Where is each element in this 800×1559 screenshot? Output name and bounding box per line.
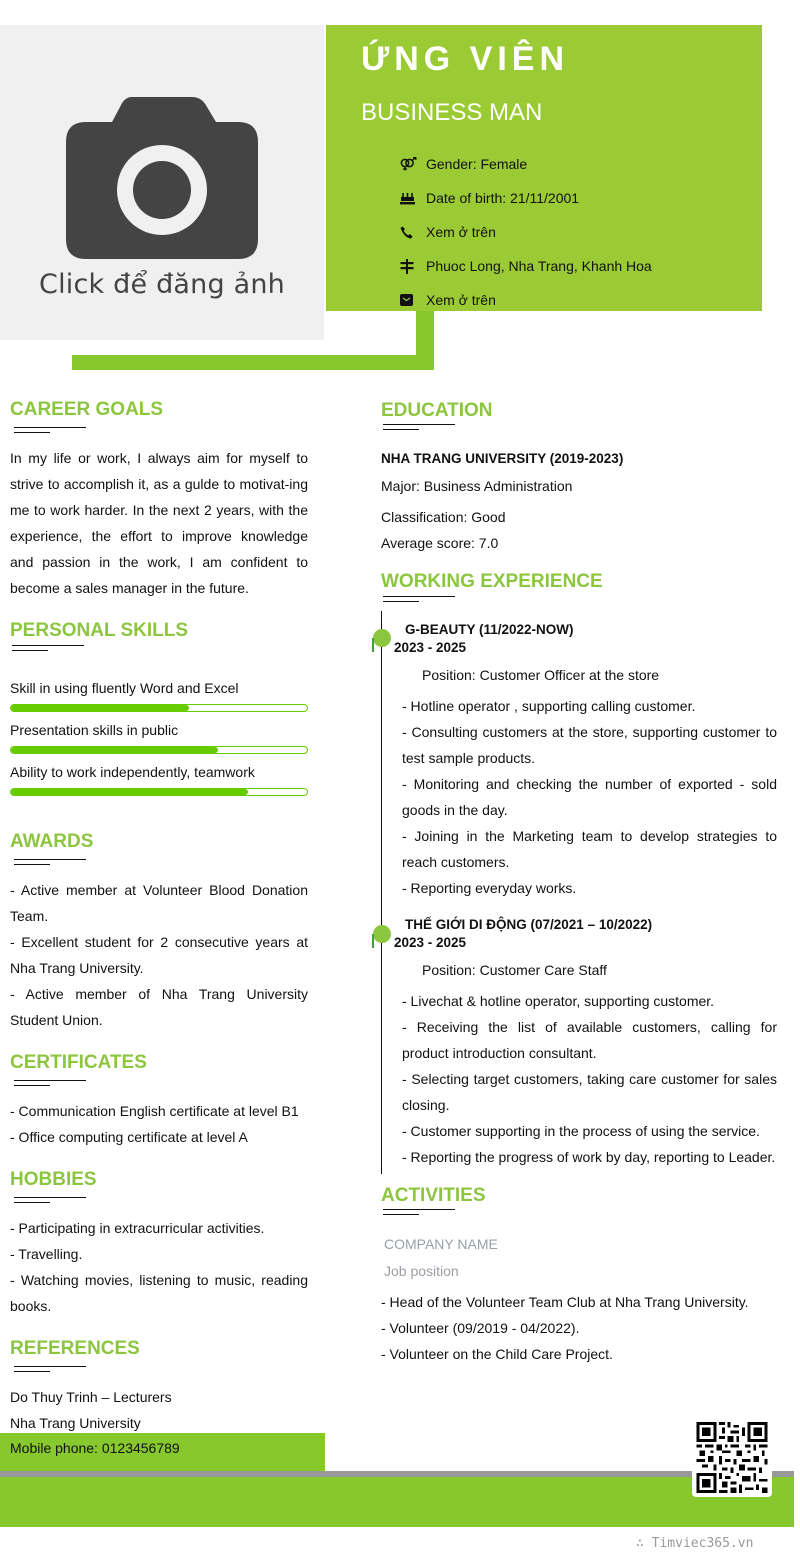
contact-dob[interactable]: Date of birth: 21/11/2001 xyxy=(400,181,652,215)
header-panel xyxy=(326,25,762,311)
activity-company-placeholder[interactable]: COMPANY NAME xyxy=(384,1236,498,1252)
activities-list[interactable] xyxy=(381,1289,781,1367)
phone-icon xyxy=(400,226,426,239)
award-item: - Excellent student for 2 consecutive years at Nha Trang University. xyxy=(10,934,308,976)
certificates-list[interactable] xyxy=(10,1098,308,1150)
certificate-item: - Communication English certificate at level B1 xyxy=(10,1103,299,1119)
hobby-item: - Travelling. xyxy=(10,1246,83,1262)
timeline-dot xyxy=(373,925,391,943)
section-underline xyxy=(14,427,86,433)
education-classification[interactable]: Classification: Good xyxy=(381,509,506,525)
award-item: - Active member of Nha Trang University Student Union. xyxy=(10,986,308,1028)
timeline-dot xyxy=(373,629,391,647)
job-duties[interactable] xyxy=(402,988,777,1170)
duty-item: - Reporting the progress of work by day, reporting to Leader. xyxy=(402,1149,776,1165)
section-title-working-experience: WORKING EXPERIENCE xyxy=(381,571,603,592)
decorative-connector-horizontal xyxy=(72,355,434,370)
section-title-education: EDUCATION xyxy=(381,400,493,421)
skill-bar-fill xyxy=(11,705,189,711)
section-underline xyxy=(12,645,84,651)
skill-bar xyxy=(10,746,308,754)
skill-bar-fill xyxy=(11,747,218,753)
candidate-name[interactable]: ỨNG VIÊN xyxy=(361,40,570,78)
photo-upload-caption: Click để đăng ảnh xyxy=(39,269,285,300)
duty-item: - Monitoring and checking the number of exported - sold goods in the day. xyxy=(402,776,777,818)
camera-icon xyxy=(66,97,258,259)
contact-list xyxy=(400,147,652,317)
awards-list[interactable] xyxy=(10,877,308,1033)
qr-code[interactable] xyxy=(692,1418,772,1497)
skill-label: Skill in using fluently Word and Excel xyxy=(10,680,239,696)
job-position[interactable]: Position: Customer Care Staff xyxy=(422,962,607,978)
duty-item: - Consulting customers at the store, supporting customer to test sample products. xyxy=(402,724,777,766)
job-years[interactable]: 2023 - 2025 xyxy=(394,640,467,655)
section-underline xyxy=(383,424,455,430)
skill-label: Ability to work independently, teamwork xyxy=(10,764,255,780)
timeline-tick xyxy=(372,638,374,652)
section-title-personal-skills: PERSONAL SKILLS xyxy=(10,620,189,641)
gender-icon xyxy=(400,157,426,171)
birthday-cake-icon xyxy=(400,192,426,205)
job-company[interactable]: G-BEAUTY (11/2022-NOW) xyxy=(405,622,574,637)
duty-item: - Reporting everyday works. xyxy=(402,880,577,896)
duty-item: - Receiving the list of available customers, calling for product introduction consultant. xyxy=(402,1019,777,1061)
envelope-icon xyxy=(400,294,426,306)
duty-item: - Livechat & hotline operator, supporting customer. xyxy=(402,993,715,1009)
reference-organization: Nha Trang University xyxy=(10,1415,141,1431)
activity-position-placeholder[interactable]: Job position xyxy=(384,1263,459,1279)
job-years[interactable]: 2023 - 2025 xyxy=(394,935,467,950)
activity-item: - Head of the Volunteer Team Club at Nha Trang University. xyxy=(381,1294,749,1310)
hobby-item: - Watching movies, listening to music, reading books. xyxy=(10,1272,308,1314)
contact-address[interactable]: Phuoc Long, Nha Trang, Khanh Hoa xyxy=(400,249,652,283)
education-score[interactable]: Average score: 7.0 xyxy=(381,535,499,551)
section-title-hobbies: HOBBIES xyxy=(10,1169,97,1190)
activity-item: - Volunteer (09/2019 - 04/2022). xyxy=(381,1320,580,1336)
section-underline xyxy=(383,1209,455,1215)
section-underline xyxy=(14,1197,86,1203)
award-item: - Active member at Volunteer Blood Donation Team. xyxy=(10,882,308,924)
section-title-certificates: CERTIFICATES xyxy=(10,1052,147,1073)
candidate-role[interactable]: BUSINESS MAN xyxy=(361,99,543,126)
references-text[interactable] xyxy=(10,1384,308,1436)
job-position[interactable]: Position: Customer Officer at the store xyxy=(422,667,660,683)
qr-code-icon xyxy=(696,1422,768,1493)
skill-bar xyxy=(10,788,308,796)
section-title-references: REFERENCES xyxy=(10,1338,140,1359)
career-goals-text[interactable]: In my life or work, I always aim for myself to strive to accomplish it, as a gulde to motivat-ing me to work harder. In the next 2 years, with the experience, the effort to improve knowledge and passion in the work, I am confident to become a sales manager in the future. xyxy=(10,450,308,596)
skill-bar-fill xyxy=(11,789,248,795)
job-company[interactable]: THẾ GIỚI DI ĐỘNG (07/2021 – 10/2022) xyxy=(405,917,653,932)
duty-item: - Customer supporting in the process of using the service. xyxy=(402,1123,760,1139)
education-school[interactable]: NHA TRANG UNIVERSITY (2019-2023) xyxy=(381,451,624,466)
contact-phone[interactable]: Xem ở trên xyxy=(400,215,652,249)
section-underline xyxy=(14,1080,86,1086)
job-duties[interactable] xyxy=(402,693,777,901)
section-title-activities: ACTIVITIES xyxy=(381,1185,486,1206)
timeline-tick xyxy=(372,934,374,948)
hobbies-list[interactable] xyxy=(10,1215,308,1319)
photo-upload-area[interactable] xyxy=(0,25,324,340)
signpost-icon xyxy=(400,259,426,274)
section-title-awards: AWARDS xyxy=(10,831,94,852)
watermark: ∴ Timviec365.vn xyxy=(636,1536,754,1551)
section-underline xyxy=(383,596,455,602)
section-underline xyxy=(14,1366,86,1372)
hobby-item: - Participating in extracurricular activities. xyxy=(10,1220,265,1236)
certificate-item: - Office computing certificate at level A xyxy=(10,1129,248,1145)
duty-item: - Selecting target customers, taking care customer for sales closing. xyxy=(402,1071,777,1113)
timeline-line xyxy=(381,611,382,1174)
duty-item: - Hotline operator , supporting calling customer. xyxy=(402,698,696,714)
activity-item: - Volunteer on the Child Care Project. xyxy=(381,1346,613,1362)
education-major[interactable]: Major: Business Administration xyxy=(381,478,573,494)
reference-name: Do Thuy Trinh – Lecturers xyxy=(10,1389,172,1405)
section-underline xyxy=(14,859,86,865)
section-title-career-goals: CAREER GOALS xyxy=(10,399,164,420)
contact-email[interactable]: Xem ở trên xyxy=(400,283,652,317)
skill-label: Presentation skills in public xyxy=(10,722,179,738)
reference-phone[interactable]: Mobile phone: 0123456789 xyxy=(10,1440,180,1456)
duty-item: - Joining in the Marketing team to develop strategies to reach customers. xyxy=(402,828,777,870)
skill-bar xyxy=(10,704,308,712)
contact-gender[interactable]: Gender: Female xyxy=(400,147,652,181)
footer-band xyxy=(0,1477,794,1527)
